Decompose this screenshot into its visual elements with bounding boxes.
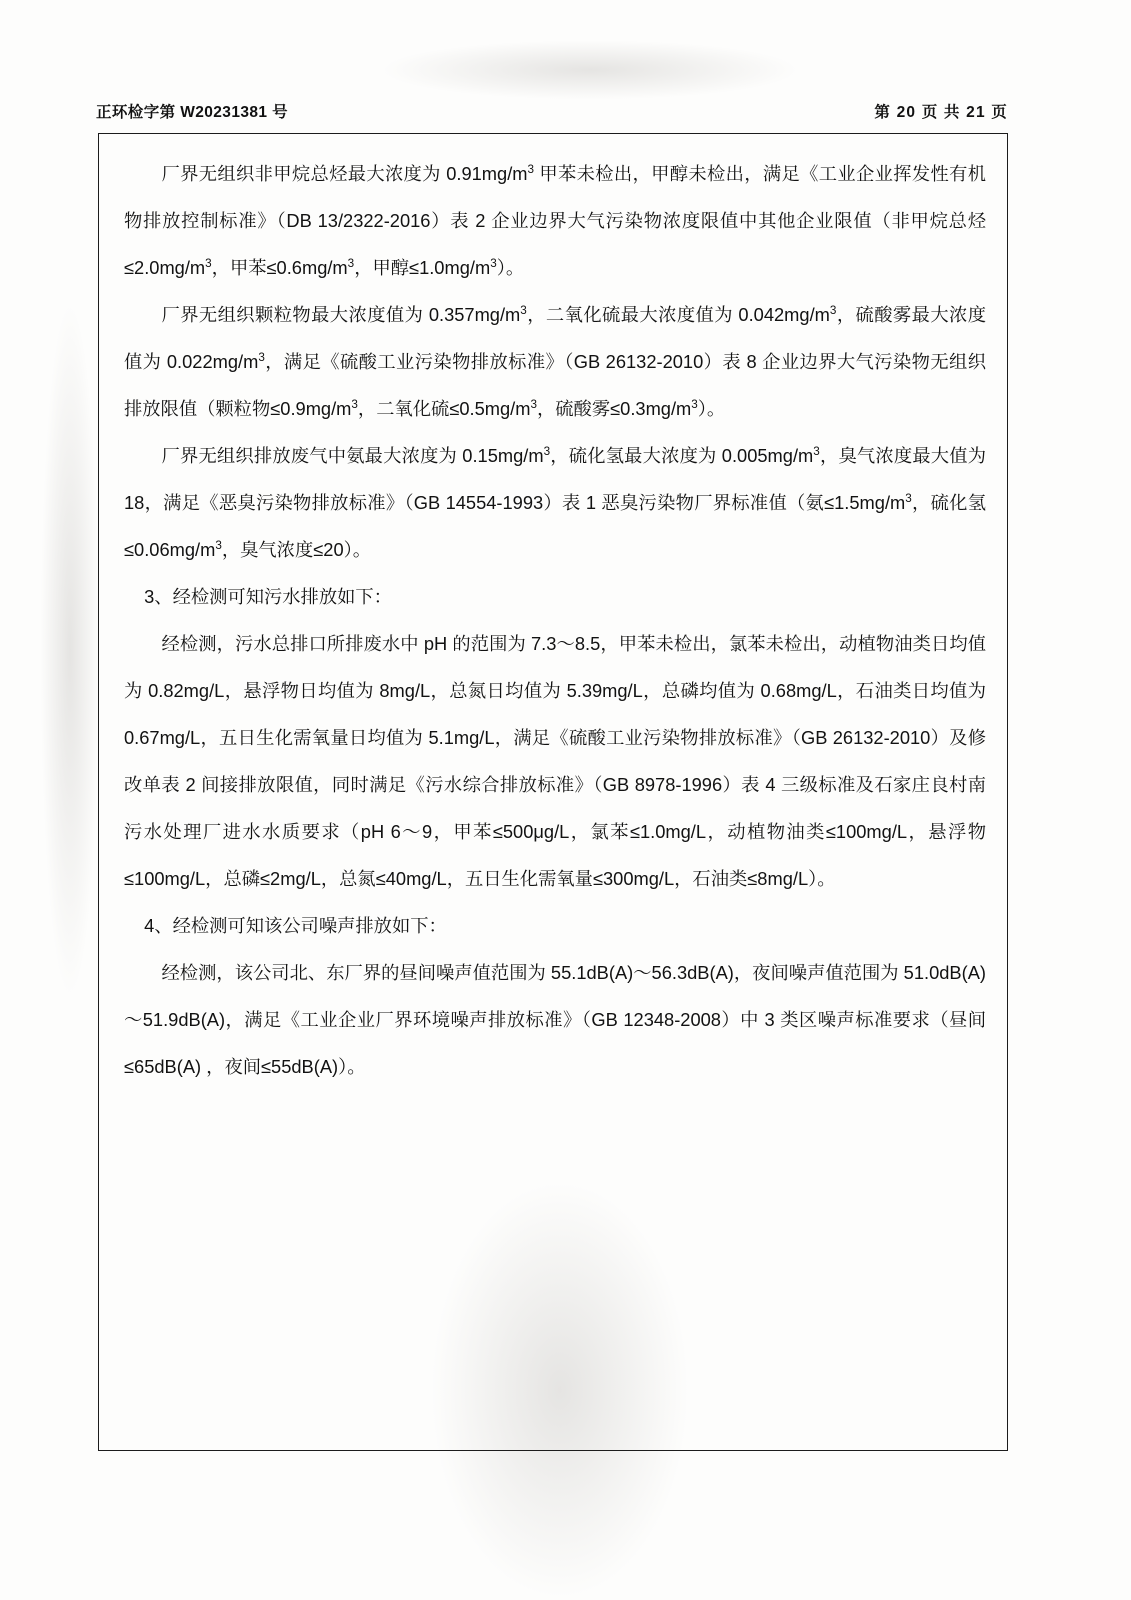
para-voc-unorganized: 厂界无组织非甲烷总烃最大浓度为 $0.91mg/m^3$ 甲苯未检出，甲醇未检出，满足《工业企业挥发性有机物排放控制标准》（DB 13/2322-2016）表 2 企业边界大气污染物浓度限值中其他企业限值（非甲烷总烃$\le 2.0mg/m^3$，甲苯$\le 0.6mg/m^3$，甲醇$\le 1.0mg/m^3$）。 xyxy=(124,162,986,278)
para-wastewater-results: 经检测，污水总排口所排废水中 pH 的范围为 7.3～8.5，甲苯未检出，氯苯未检出，动植物油类日均值为 0.82mg/L，悬浮物日均值为 8mg/L，总氮日均值为 5.39mg/L，总磷均值为 0.68mg/L，石油类日均值为 0.67mg/L，五日生化需氧量日均值为 5.1mg/L，满足《硫酸工业污染物排放标准》（GB 26132-2010）及修改单表 2 间接排放限值，同时满足《污水综合排放标准》（GB 8978-1996）表 4 三级标准及石家庄良村南污水处理厂进水水质要求（pH 6～9，甲苯≤500μg/L，氯苯≤1.0mg/L，动植物油类≤100mg/L，悬浮物≤100mg/L，总磷≤2mg/L，总氮≤40mg/L，五日生化需氧量≤300mg/L，石油类≤8mg/L）。 xyxy=(124,633,986,889)
para-ammonia-h2s-odor: 厂界无组织排放废气中氨最大浓度为 $0.15mg/m^3$，硫化氢最大浓度为 $0.005mg/m^3$，臭气浓度最大值为 18，满足《恶臭污染物排放标准》（GB 14554-1993）表 1 恶臭污染物厂界标准值（氨$\le 1.5mg/m^3$，硫化氢$\le 0.06mg/m^3$，臭气浓度≤20）。 xyxy=(124,444,987,560)
page-number: 第 20 页 共 21 页 xyxy=(874,104,1008,121)
para-item-4-heading: 4、经检测可知该公司噪声排放如下： xyxy=(144,915,447,936)
report-number: 正环检字第 W20231381 号 xyxy=(96,104,289,121)
scan-artifact xyxy=(40,300,100,1000)
para-noise-results: 经检测，该公司北、东厂界的昼间噪声值范围为 55.1dB(A)～56.3dB(A)，夜间噪声值范围为 51.0dB(A)～51.9dB(A)，满足《工业企业厂界环境噪声排放标准》（GB 12348-2008）中 3 类区噪声标准要求（昼间≤65dB(A) ，夜间≤55dB(A)）。 xyxy=(124,962,986,1077)
para-particulate-so2-acidmist: 厂界无组织颗粒物最大浓度值为 $0.357mg/m^3$，二氧化硫最大浓度值为 $0.042mg/m^3$，硫酸雾最大浓度值为 $0.022mg/m^3$，满足《硫酸工业污染物排放标准》（GB 26132-2010）表 8 企业边界大气污染物无组织排放限值（颗粒物$\le 0.9mg/m^3$，二氧化硫$\le 0.5mg/m^3$，硫酸雾$\le 0.3mg/m^3$）。 xyxy=(124,303,987,419)
document-body xyxy=(124,150,986,1090)
para-item-3-heading: 3、经检测可知污水排放如下： xyxy=(144,586,392,607)
scan-artifact xyxy=(380,40,800,100)
page-header xyxy=(96,100,1008,122)
